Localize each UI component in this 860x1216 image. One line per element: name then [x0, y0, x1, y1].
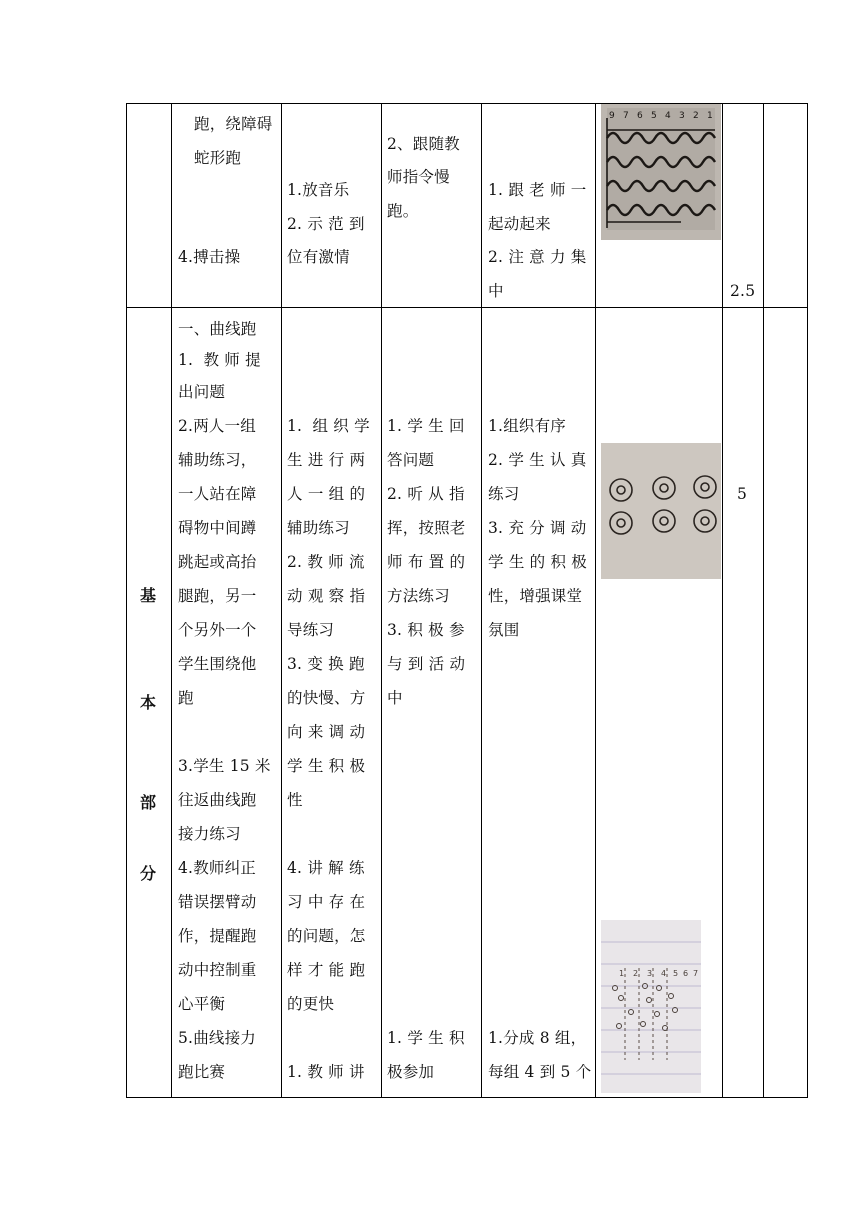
row2-content-line: 出问题: [178, 383, 226, 401]
row2-teacher-line: 1. 组 织 学: [287, 417, 370, 435]
snake-diagram-number: 1: [707, 111, 713, 121]
row2-requirement-line: 1.分成 8 组，: [488, 1029, 587, 1047]
snake-diagram-number: 3: [679, 111, 685, 121]
snake-diagram-number: 5: [651, 111, 657, 121]
row1-time: 2.5: [730, 282, 756, 300]
row2-content-line: 3.学生 15 米: [178, 757, 271, 775]
row2-teacher-line: 2. 教 师 流: [287, 553, 365, 571]
row2-teacher-line: 生 进 行 两: [287, 451, 366, 469]
section-label-char: 部: [140, 793, 157, 812]
row2-teacher-line: 的更快: [287, 995, 335, 1013]
row1-teacher-line: 2. 示 范 到: [287, 215, 365, 233]
row1-content-line: 跑，绕障碍: [194, 115, 273, 133]
row2-content-line: 跑: [178, 689, 194, 707]
row2-content-line: 腿跑，另一: [178, 587, 257, 605]
table-border-left: [126, 103, 127, 1098]
section-label-char: 基: [140, 586, 157, 605]
row2-content-line: 5.曲线接力: [178, 1029, 256, 1047]
row2-student-line: 3. 积 极 参: [387, 621, 465, 639]
row1-requirement-line: 1. 跟 老 师 一: [488, 181, 587, 199]
grid-number: 3: [647, 969, 653, 978]
row-divider: [126, 307, 808, 308]
row2-student-line: 师 布 置 的: [387, 553, 466, 571]
row2-content-line: 辅助练习，: [178, 451, 257, 469]
column-divider: [595, 103, 596, 1098]
column-divider: [722, 103, 723, 1098]
table-border-right: [807, 103, 808, 1098]
row1-teacher-line: 位有激情: [287, 248, 350, 266]
row2-teacher-line: 3. 变 换 跑: [287, 655, 365, 673]
snake-diagram-number: 7: [623, 111, 629, 121]
row2-content-line: 2.两人一组: [178, 417, 256, 435]
column-divider: [281, 103, 282, 1098]
row2-content-line: 心平衡: [178, 995, 226, 1013]
row2-content-line: 跳起或高抬: [178, 553, 257, 571]
row2-teacher-line: 人 一 组 的: [287, 485, 366, 503]
row2-student-line: 答问题: [387, 451, 435, 469]
table-border-bottom: [126, 1097, 808, 1098]
row2-content-line: 1. 教 师 提: [178, 351, 261, 369]
row2-content-line: 跑比赛: [178, 1063, 226, 1081]
row2-student-line: 极参加: [387, 1063, 435, 1081]
snake-run-diagram-photo: [601, 104, 721, 240]
row2-content-line: 接力练习: [178, 825, 241, 843]
row2-teacher-line: 导练习: [287, 621, 335, 639]
row2-teacher-line: 学 生 积 极: [287, 757, 366, 775]
snake-diagram-number: 4: [665, 111, 671, 121]
row2-content-line: 作，提醒跑: [178, 927, 257, 945]
relay-grid-diagram: [601, 920, 701, 1093]
relay-grid-diagram-photo: [601, 920, 701, 1093]
row1-student-line: 师指令慢: [387, 168, 450, 186]
row2-student-line: 与 到 活 动: [387, 655, 466, 673]
row2-content-line: 错误摆臂动: [178, 893, 257, 911]
grid-number: 4: [661, 969, 667, 978]
row2-teacher-line: 辅助练习: [287, 519, 350, 537]
row1-requirement-line: 中: [488, 282, 504, 300]
row2-content-line: 碍物中间蹲: [178, 519, 257, 537]
row1-student-line: 跑。: [387, 202, 419, 220]
row2-teacher-line: 的快慢、方: [287, 689, 366, 707]
row2-requirement-line: 2. 学 生 认 真: [488, 451, 587, 469]
grid-number: 2: [633, 969, 639, 978]
row2-requirement-line: 3. 充 分 调 动: [488, 519, 587, 537]
lesson-plan-table: [126, 103, 808, 1098]
row2-requirement-line: 每组 4 到 5 个: [488, 1063, 592, 1081]
row2-student-line: 2. 听 从 指: [387, 485, 465, 503]
column-divider: [763, 103, 764, 1098]
row1-requirement-line: 2. 注 意 力 集: [488, 248, 587, 266]
row2-student-line: 方法练习: [387, 587, 450, 605]
column-divider: [171, 103, 172, 1098]
snake-run-diagram: [601, 104, 721, 240]
row1-requirement-line: 起动起来: [488, 215, 551, 233]
row2-teacher-line: 样 才 能 跑: [287, 961, 366, 979]
row2-content-line: 往返曲线跑: [178, 791, 257, 809]
row2-content-line: 一、曲线跑: [178, 320, 257, 338]
row1-content-line: 蛇形跑: [194, 149, 242, 167]
grid-number: 6: [683, 969, 689, 978]
row2-student-line: 1. 学 生 积: [387, 1029, 465, 1047]
grid-number: 7: [693, 969, 699, 978]
row2-teacher-line: 性: [287, 791, 303, 809]
row2-teacher-line: 4. 讲 解 练: [287, 859, 365, 877]
pair-circles-diagram: [601, 443, 721, 579]
row1-content-line: 4.搏击操: [178, 248, 241, 266]
snake-diagram-number: 2: [693, 111, 699, 121]
section-label-char: 本: [140, 693, 157, 712]
row2-content-line: 个另外一个: [178, 621, 257, 639]
row2-content-line: 一人站在障: [178, 485, 257, 503]
row2-student-line: 挥，按照老: [387, 519, 466, 537]
row2-student-line: 1. 学 生 回: [387, 417, 465, 435]
column-divider: [381, 103, 382, 1098]
row2-requirement-line: 练习: [488, 485, 520, 503]
row2-time: 5: [737, 485, 748, 503]
snake-diagram-number: 6: [637, 111, 643, 121]
row2-requirement-line: 性，增强课堂: [488, 587, 583, 605]
section-label-char: 分: [140, 864, 157, 883]
grid-number: 1: [619, 969, 625, 978]
row2-requirement-line: 1.组织有序: [488, 417, 566, 435]
row2-teacher-line: 向 来 调 动: [287, 723, 366, 741]
row2-content-line: 4.教师纠正: [178, 859, 256, 877]
row1-teacher-line: 1.放音乐: [287, 181, 350, 199]
row2-requirement-line: 氛围: [488, 621, 520, 639]
row1-student-line: 2、跟随教: [387, 135, 460, 153]
row2-requirement-line: 学 生 的 积 极: [488, 553, 588, 571]
row2-student-line: 中: [387, 689, 403, 707]
row2-content-line: 学生围绕他: [178, 655, 257, 673]
row2-teacher-line: 1. 教 师 讲: [287, 1063, 365, 1081]
row2-teacher-line: 动 观 察 指: [287, 587, 366, 605]
row2-teacher-line: 的问题，怎: [287, 927, 366, 945]
grid-number: 5: [673, 969, 679, 978]
row2-content-line: 动中控制重: [178, 961, 257, 979]
pair-practice-diagram-photo: [601, 443, 721, 579]
column-divider: [481, 103, 482, 1098]
row2-teacher-line: 习 中 存 在: [287, 893, 366, 911]
snake-diagram-number: 9: [609, 111, 615, 121]
